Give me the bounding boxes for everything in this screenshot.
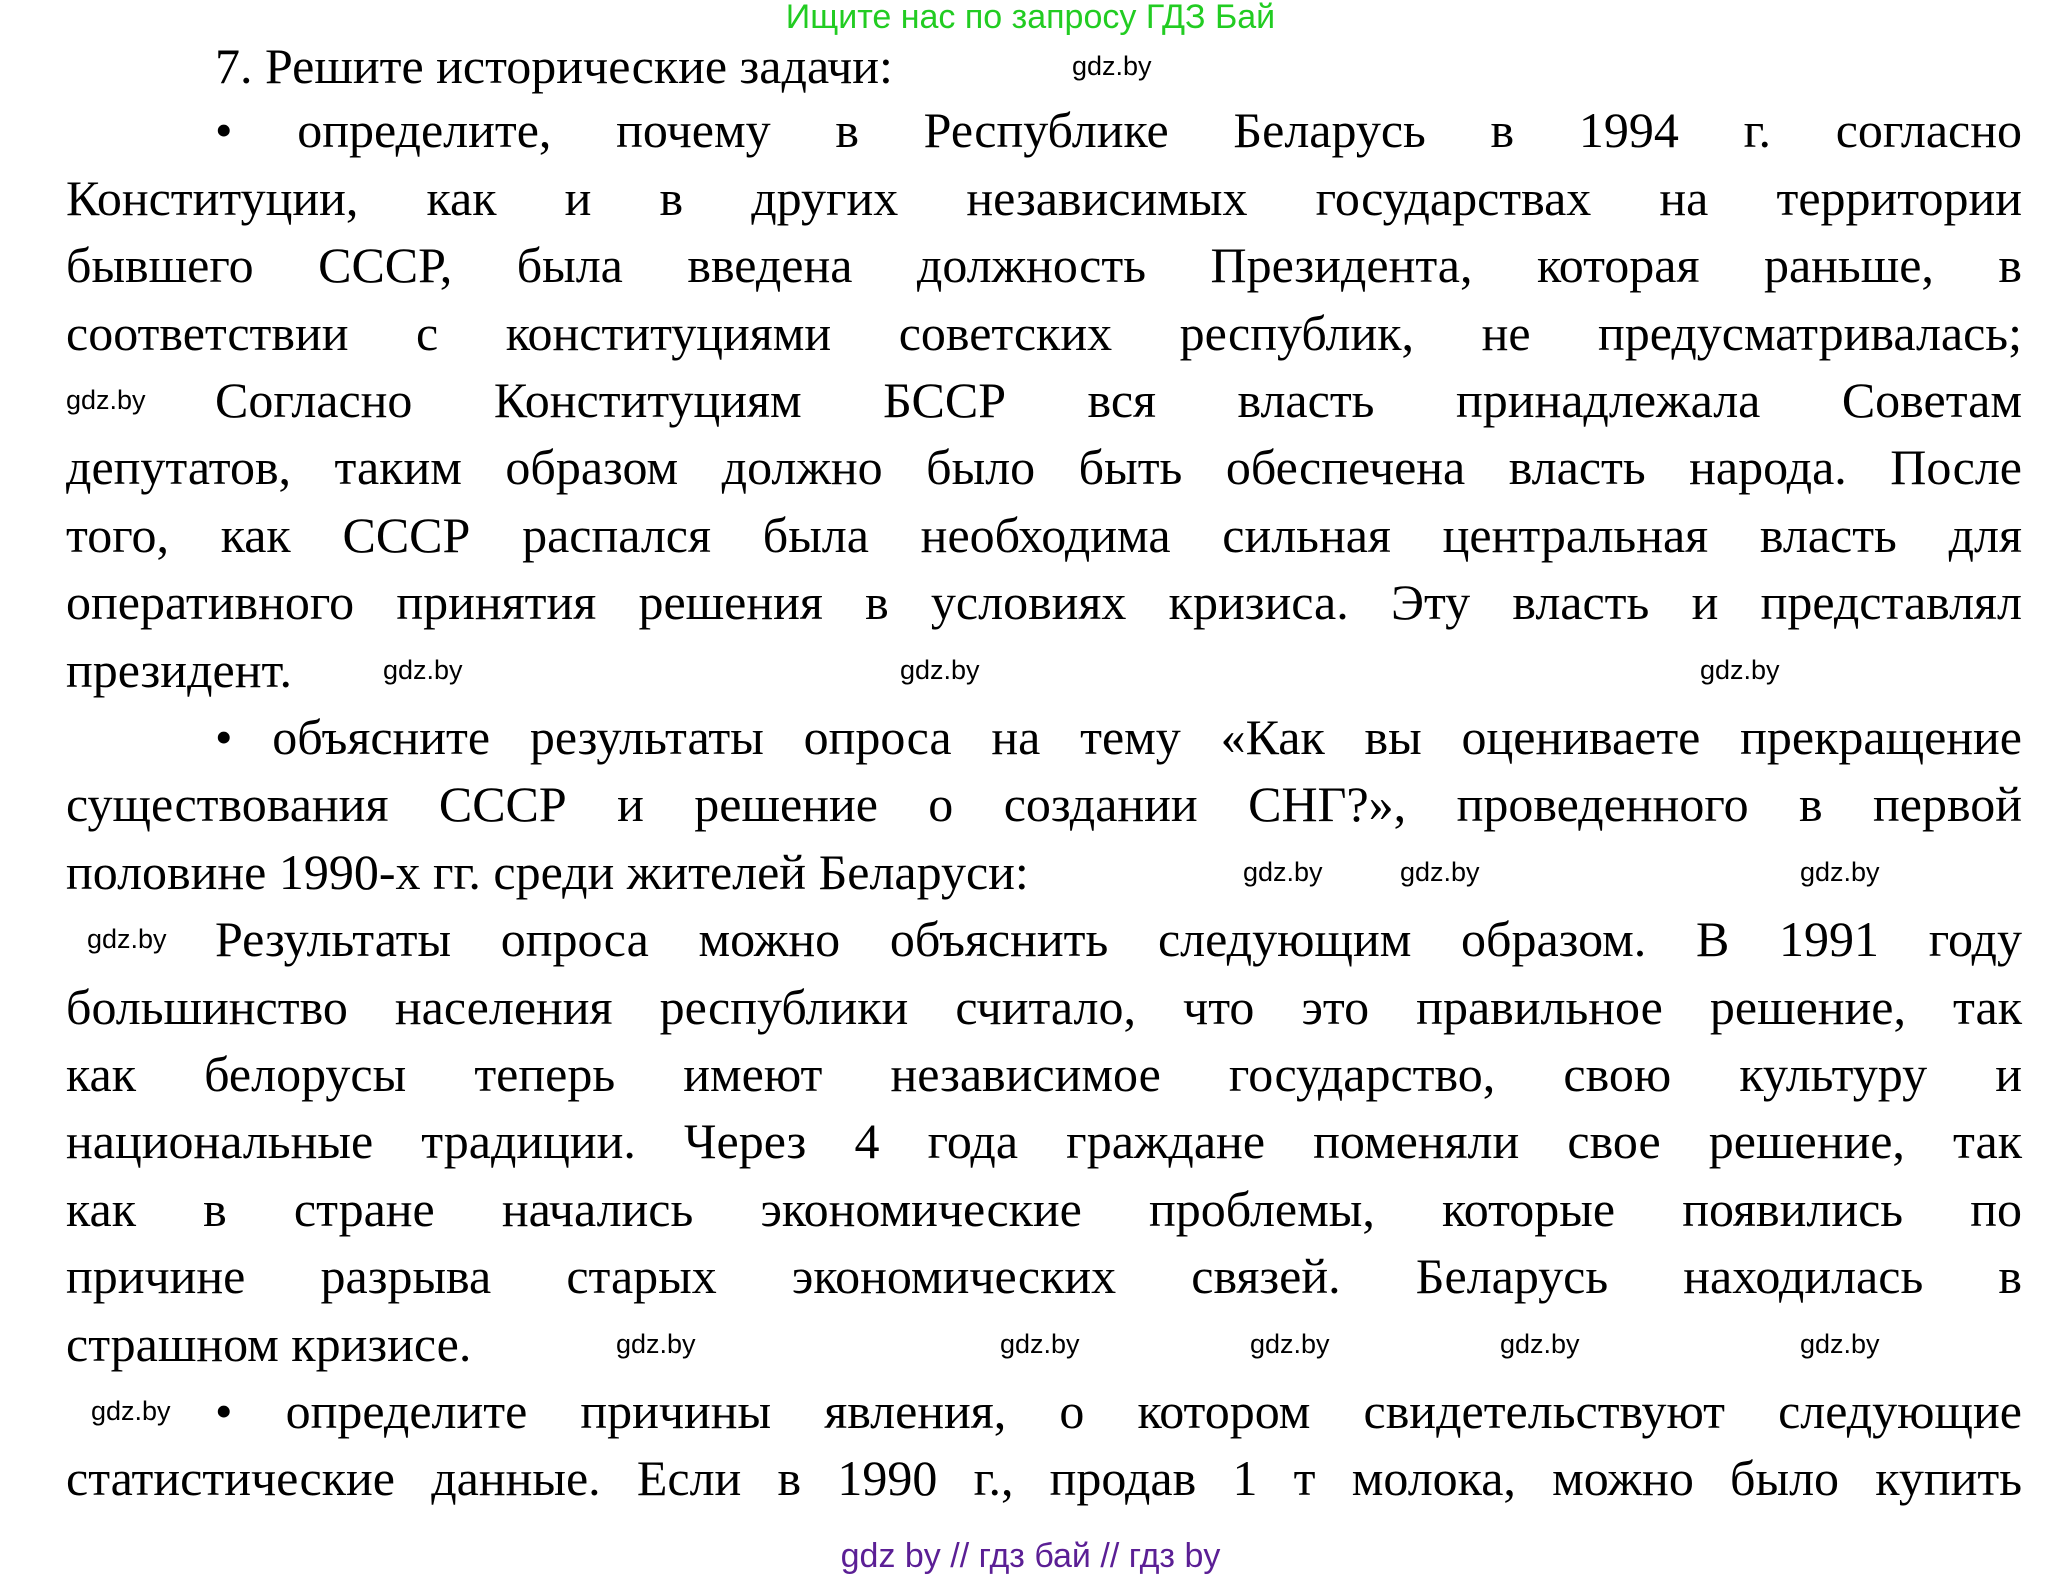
watermark-text: gdz.by (1400, 856, 1480, 887)
watermark-text: gdz.by (900, 654, 980, 685)
watermark-text: gdz.by (1072, 51, 1152, 81)
text-line: президент. (66, 641, 293, 698)
footer-links: gdz by // гдз бай // гдз by (840, 1537, 1221, 1575)
text-line: • определите, почему в Республике Беларусь в 1994 г. согласно (215, 102, 2022, 159)
text-line: Конституции, как и в других независимых государствах на территории (66, 169, 2022, 226)
text-line: как в стране начались экономические проблемы, которые появились по (66, 1180, 2022, 1237)
watermark-text: gdz.by (1250, 1328, 1330, 1359)
search-hint-banner: Ищите нас по запросу ГДЗ Бай (785, 0, 1276, 36)
watermark-text: gdz.by (1800, 856, 1880, 887)
text-line: того, как СССР распался была необходима сильная центральная власть для (66, 506, 2022, 563)
text-line: большинство населения республики считало, что это правильное решение, так (66, 978, 2022, 1035)
text-line: соответствии с конституциями советских республик, не предусматривалась; (66, 304, 2022, 361)
text-line: Согласно Конституциям БССР вся власть принадлежала Советам (215, 372, 2022, 428)
watermark-text: gdz.by (91, 1396, 171, 1426)
text-line: депутатов, таким образом должно было быть обеспечена власть народа. После (66, 439, 2022, 496)
text-line: • определите причины явления, о котором свидетельствуют следующие (215, 1383, 2022, 1439)
watermark-text: gdz.by (1700, 654, 1780, 685)
watermark-text: gdz.by (383, 654, 463, 685)
watermark-text: gdz.by (87, 924, 167, 955)
text-line: как белорусы теперь имеют независимое государство, свою культуру и (66, 1046, 2022, 1102)
text-line: статистические данные. Если в 1990 г., продав 1 т молока, можно было купить (66, 1450, 2022, 1507)
text-line: половине 1990-х гг. среди жителей Беларуси: (66, 843, 1029, 900)
watermark-text: gdz.by (1243, 856, 1323, 887)
watermark-text: gdz.by (1800, 1328, 1880, 1359)
watermark-text: gdz.by (616, 1328, 696, 1359)
watermark-text: gdz.by (1500, 1328, 1580, 1359)
text-line: страшном кризисе. (66, 1315, 472, 1372)
text-line: бывшего СССР, была введена должность Президента, которая раньше, в (66, 237, 2022, 294)
watermark-text: gdz.by (1000, 1328, 1080, 1359)
text-line: национальные традиции. Через 4 года граждане поменяли свое решение, так (66, 1113, 2022, 1170)
watermark-text: gdz.by (66, 385, 146, 415)
task-title: 7. Решите исторические задачи: (215, 38, 893, 94)
text-line: причине разрыва старых экономических связей. Беларусь находилась в (66, 1248, 2022, 1305)
text-line: Результаты опроса можно объяснить следующим образом. В 1991 году (215, 911, 2022, 968)
text-line: • объясните результаты опроса на тему «Как вы оцениваете прекращение (215, 709, 2022, 765)
text-line: оперативного принятия решения в условиях кризиса. Эту власть и представлял (66, 574, 2022, 631)
text-line: существования СССР и решение о создании СНГ?», проведенного в первой (66, 776, 2022, 833)
